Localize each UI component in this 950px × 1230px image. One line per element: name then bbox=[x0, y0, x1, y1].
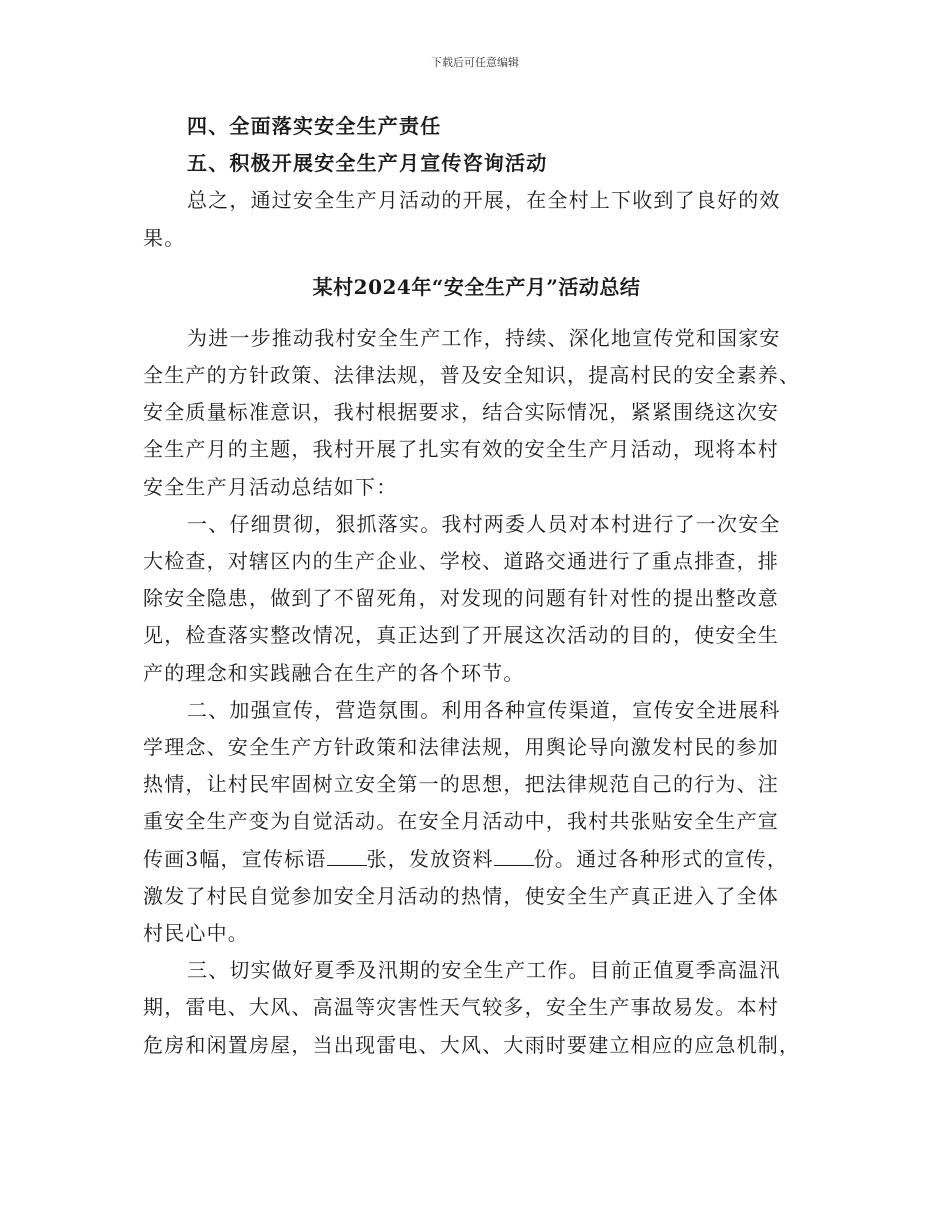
paragraph-line: 全生产的方针政策、法律法规，普及安全知识，提高村民的安全素养、 bbox=[143, 363, 801, 388]
text-fragment: 张，发放资料 bbox=[366, 846, 494, 871]
text-fragment: 份。通过各种形式的宣传， bbox=[533, 846, 789, 871]
paragraph-line: 一、仔细贯彻，狠抓落实。我村两委人员对本村进行了一次安全 bbox=[187, 511, 781, 536]
paragraph-line: 除安全隐患，做到了不留死角，对发现的问题有针对性的提出整改意 bbox=[143, 586, 779, 611]
paragraph-line: 见，检查落实整改情况，真正达到了开展这次活动的目的，使安全生 bbox=[143, 623, 779, 648]
header-note: 下载后可任意编辑 bbox=[431, 56, 519, 69]
paragraph-line: 激发了村民自觉参加安全月活动的热情，使安全生产真正进入了全体 bbox=[143, 883, 779, 908]
text-fragment: 传画3幅，宣传标语 bbox=[143, 846, 327, 871]
section-3-paragraph bbox=[143, 952, 810, 1064]
fill-in-blank bbox=[494, 847, 534, 866]
paragraph-line-with-blanks bbox=[143, 841, 810, 878]
paragraph-line: 大检查，对辖区内的生产企业、学校、道路交通进行了重点排查，排 bbox=[143, 549, 779, 574]
paragraph-line: 重安全生产变为自觉活动。在安全月活动中，我村共张贴安全生产宣 bbox=[143, 809, 779, 834]
heading-section-5: 五、积极开展安全生产月宣传咨询活动 bbox=[187, 151, 548, 176]
intro-paragraph bbox=[143, 320, 810, 506]
section-2-paragraph bbox=[143, 692, 810, 952]
paragraph-line: 危房和闲置房屋，当出现雷电、大风、大雨时要建立相应的应急机制， bbox=[143, 1032, 801, 1057]
article-title: 某村2024年“安全生产月”活动总结 bbox=[312, 274, 641, 299]
summary-line: 果。 bbox=[143, 225, 186, 250]
paragraph-line: 热情，让村民牢固树立安全第一的思想，把法律规范自己的行为、注 bbox=[143, 772, 779, 797]
section-1-paragraph bbox=[143, 506, 810, 692]
paragraph-line: 村民心中。 bbox=[143, 921, 249, 946]
summary-line: 总之，通过安全生产月活动的开展，在全村上下收到了良好的效 bbox=[187, 188, 781, 213]
paragraph-line: 二、加强宣传，营造氛围。利用各种宣传渠道，宣传安全进展科 bbox=[187, 697, 781, 722]
paragraph-line: 产的理念和实践融合在生产的各个环节。 bbox=[143, 660, 525, 685]
paragraph-line: 安全生产月活动总结如下： bbox=[143, 474, 398, 499]
paragraph-line: 期，雷电、大风、高温等灾害性天气较多，安全生产事故易发。本村 bbox=[143, 995, 779, 1020]
heading-section-4: 四、全面落实安全生产责任 bbox=[187, 114, 442, 138]
paragraph-line: 学理念、安全生产方针政策和法律法规，用舆论导向激发村民的参加 bbox=[143, 735, 779, 760]
paragraph-line: 三、切实做好夏季及汛期的安全生产工作。目前正值夏季高温汛 bbox=[187, 958, 781, 983]
paragraph-line: 安全质量标准意识，我村根据要求，结合实际情况，紧紧围绕这次安 bbox=[143, 400, 779, 425]
fill-in-blank bbox=[327, 847, 367, 866]
paragraph-line: 全生产月的主题，我村开展了扎实有效的安全生产月活动，现将本村 bbox=[143, 437, 779, 462]
document-body bbox=[143, 108, 810, 1064]
paragraph-line: 为进一步推动我村安全生产工作，持续、深化地宣传党和国家安 bbox=[187, 325, 781, 350]
